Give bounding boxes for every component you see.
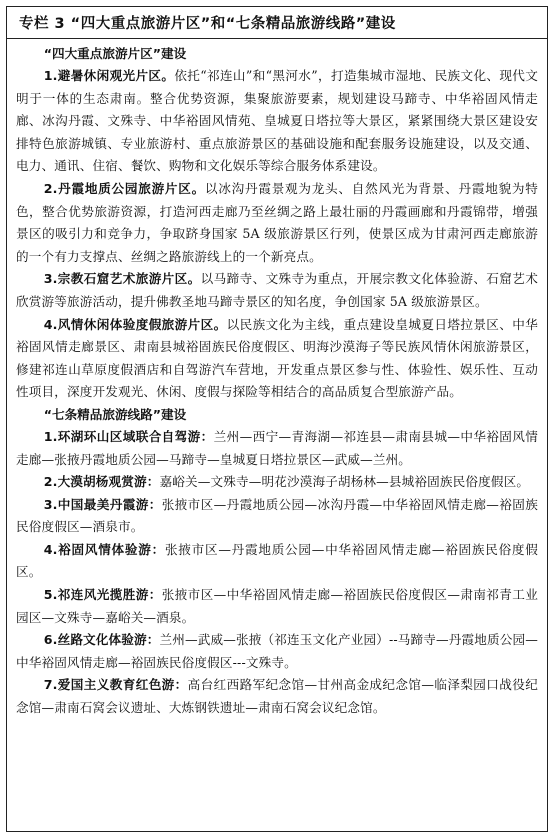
item-text: 兰州—武威—张掖（祁连玉文化产业园）--马蹄寺—丹霞地质公园—中华裕固风情走廊—裕固族民俗度假区---文殊寺。 [16,632,538,670]
item-text: 以冰沟丹霞景观为龙头、自然风光为背景、丹霞地貌为特色，整合优势旅游资源，打造河西走廊乃至丝绸之路上最壮丽的丹霞画廊和丹霞锦带，增强景区的吸引力和竞争力，争取跻身国家 5A 级旅游景区行列，使景区成为甘肃河西走廊旅游的一个有力支撑点、丝绸之路旅游线上的一个新亮点。 [16,180,538,264]
section-heading-routes: “七条精品旅游线路”建设 [43,406,187,422]
item-lead: 6.丝路文化体验游： [43,632,160,648]
column-box [6,6,548,832]
item-text: 嘉峪关—文殊寺—明花沙漠海子胡杨林—县城裕固族民俗度假区。 [159,474,530,490]
item-text: 以民族文化为主线，重点建设皇城夏日塔拉景区、中华裕固风情走廊景区、肃南县城裕固族民俗度假区、明海沙漠海子等民族风情休闲旅游景区，修建祁连山草原度假酒店和自驾游汽车营地，开发重点景区参与性、体验性、娱乐性、互动性项目，深度开发观光、休闲、度假与探险等相结合的高品质复合型旅游产品。 [16,316,538,400]
item-text: 张掖市区—丹霞地质公园—冰沟丹霞—中华裕固风情走廊—裕固族民俗度假区—酒泉市。 [16,496,538,535]
item-lead: 4.风情休闲体验度假旅游片区。 [43,316,227,332]
item-lead: 3.中国最美丹霞游： [43,496,162,512]
route-item [16,426,538,471]
district-item [16,314,538,404]
item-lead: 2.大漠胡杨观赏游： [43,474,160,490]
item-lead: 1.环湖环山区域联合自驾游： [43,428,214,444]
item-lead: 2.丹霞地质公园旅游片区。 [43,180,205,196]
district-item [16,178,538,268]
item-lead: 1.避暑休闲观光片区。 [43,68,175,83]
route-item [16,629,538,674]
column-content [7,39,547,720]
route-item [16,494,538,539]
route-item [16,471,538,494]
item-lead: 7.爱国主义教育红色游： [43,677,188,693]
column-title: 专栏 3 “四大重点旅游片区”和“七条精品旅游线路”建设 [7,7,547,39]
item-text: 依托“祁连山”和“黑河水”，打造集城市湿地、民族文化、现代文明于一体的生态肃南。整合优势资源，集聚旅游要素，规划建设马蹄寺、中华裕固风情走廊、冰沟丹霞、文殊寺、中华裕固风情苑、皇城夏日塔拉等大景区，紧紧围绕大景区建设安排特色旅游城镇、专业旅游村、重点旅游景区的基础设施和配套服务设施建设，以及交通、电力、通讯、住宿、餐饮、购物和文化娱乐等综合服务体系建设。 [16,68,538,174]
item-lead: 5.祁连风光揽胜游： [43,587,162,603]
item-text: 张掖市区—丹霞地质公园—中华裕固风情走廊—裕固族民俗度假区。 [16,541,539,580]
district-item [16,65,538,178]
item-text: 以马蹄寺、文殊寺为重点，开展宗教文化体验游、石窟艺术欣赏游等旅游活动，提升佛教圣地马蹄寺景区的知名度，争创国家 5A 级旅游景区。 [16,271,538,309]
route-item [16,674,538,719]
item-text: 张掖市区—中华裕固风情走廊—裕固族民俗度假区—肃南祁青工业园区—文殊寺—嘉峪关—酒泉。 [16,587,538,625]
route-item [16,584,538,629]
item-lead: 4.裕固风情体验游： [43,541,165,557]
item-lead: 3.宗教石窟艺术旅游片区。 [43,271,201,287]
route-item [16,539,538,584]
item-text: 高台红西路军纪念馆—甘州高金成纪念馆—临泽梨园口战役纪念馆—肃南石窝会议遗址、大炼钢铁遗址—肃南石窝会议纪念馆。 [16,677,538,716]
district-item [16,268,538,313]
item-text: 兰州—西宁—青海湖—祁连县—肃南县城—中华裕固风情走廊—张掖丹霞地质公园—马蹄寺—皇城夏日塔拉景区—武威—兰州。 [16,428,538,467]
section-heading-districts: “四大重点旅游片区”建设 [43,46,187,61]
